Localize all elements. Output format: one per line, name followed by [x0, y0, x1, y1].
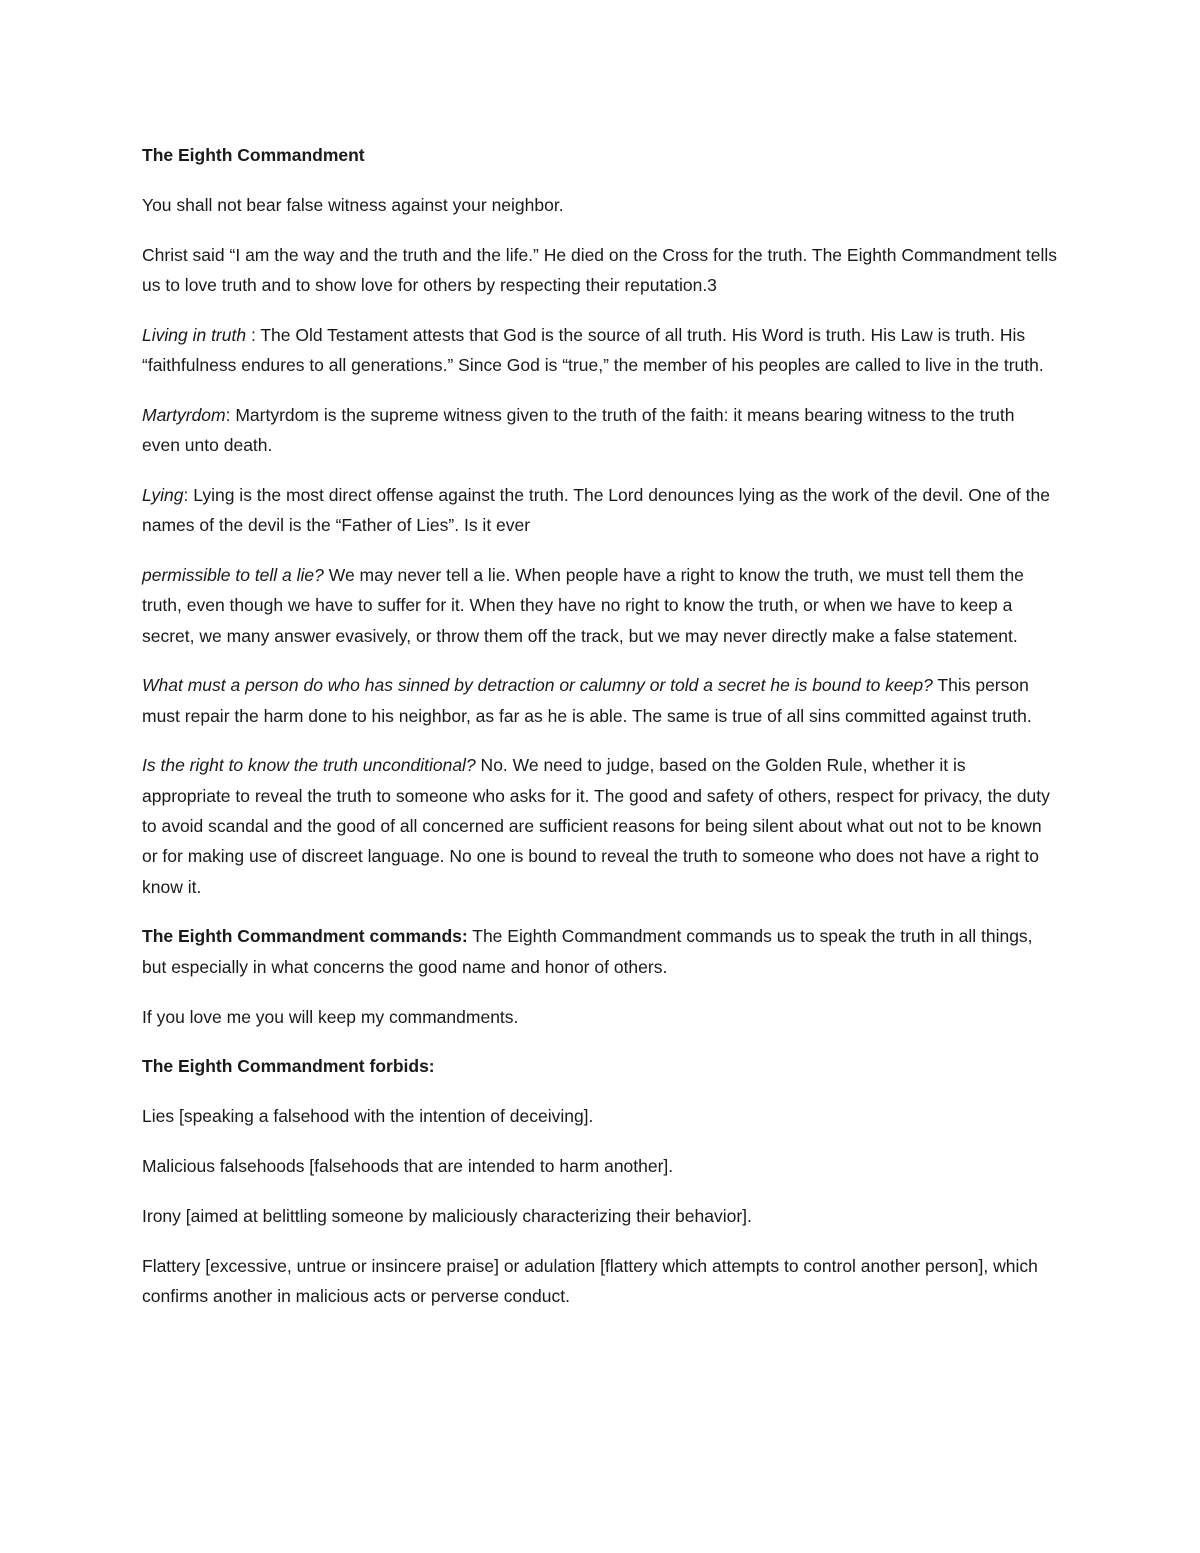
forbids-item-lies: Lies [speaking a falsehood with the intention of deceiving]. [142, 1106, 594, 1127]
living-in-truth-label: Living in truth [142, 324, 247, 345]
forbids-item-flattery: Flattery [excessive, untrue or insincere praise] or adulation [flattery which attempts to control another person], which confirms another in malicious acts or perverse conduct. [142, 1255, 1038, 1306]
forbids-item-irony: Irony [aimed at belittling someone by maliciously characterizing their behavior]. [142, 1205, 752, 1226]
document-page [142, 140, 1057, 1331]
living-in-truth-paragraph [142, 320, 1057, 381]
martyrdom-paragraph [142, 400, 1057, 461]
forbids-item-malicious-falsehoods: Malicious falsehoods [falsehoods that are intended to harm another]. [142, 1155, 674, 1176]
living-in-truth-text: : The Old Testament attests that God is the source of all truth. His Word is truth. His Law is truth. His “faithfulness endures to all generations.” Since God is “true,” the member of his peoples are called to live in the truth. [142, 324, 1044, 375]
love-commandments-line: If you love me you will keep my commandments. [142, 1006, 519, 1027]
forbids-heading: The Eighth Commandment forbids: [142, 1056, 435, 1077]
permissible-lie-question: permissible to tell a lie? [142, 564, 324, 585]
commandment-text: You shall not bear false witness against your neighbor. [142, 194, 564, 215]
detraction-paragraph [142, 670, 1057, 731]
detraction-question: What must a person do who has sinned by detraction or calumny or told a secret he is bound to keep? [142, 675, 933, 696]
right-to-truth-answer: No. We need to judge, based on the Golden Rule, whether it is appropriate to reveal the truth to someone who asks for it. The good and safety of others, respect for privacy, the duty to avoid scandal and the good of all concerned are sufficient reasons for being silent about what out not to be known or for making use of discreet language. No one is bound to reveal the truth to someone who does not have a right to know it. [142, 755, 1050, 897]
right-to-truth-question: Is the right to know the truth unconditional? [142, 755, 476, 776]
martyrdom-label: Martyrdom [142, 404, 226, 425]
permissible-lie-answer: We may never tell a lie. When people have a right to know the truth, we must tell them the truth, even though we have to suffer for it. When they have no right to know the truth, or when we have to keep a secret, we many answer evasively, or throw them off the track, but we may never directly make a false statement. [142, 564, 1024, 646]
commands-label: The Eighth Commandment commands: [142, 926, 468, 947]
lying-label: Lying [142, 484, 184, 505]
permissible-lie-paragraph [142, 560, 1057, 651]
right-to-truth-paragraph [142, 750, 1057, 901]
commands-paragraph [142, 921, 1057, 982]
lying-paragraph [142, 480, 1057, 541]
commands-text: The Eighth Commandment commands us to speak the truth in all things, but especially in what concerns the good name and honor of others. [142, 926, 1033, 977]
detraction-answer: This person must repair the harm done to his neighbor, as far as he is able. The same is true of all sins committed against truth. [142, 675, 1032, 726]
intro-paragraph: Christ said “I am the way and the truth and the life.” He died on the Cross for the truth. The Eighth Commandment tells us to love truth and to show love for others by respecting their reputation.3 [142, 244, 1057, 295]
document-title: The Eighth Commandment [142, 145, 365, 165]
lying-text: : Lying is the most direct offense against the truth. The Lord denounces lying as the work of the devil. One of the names of the devil is the “Father of Lies”. Is it ever [142, 484, 1050, 536]
martyrdom-text: : Martyrdom is the supreme witness given to the truth of the faith: it means bearing witness to the truth even unto death. [142, 404, 1015, 456]
